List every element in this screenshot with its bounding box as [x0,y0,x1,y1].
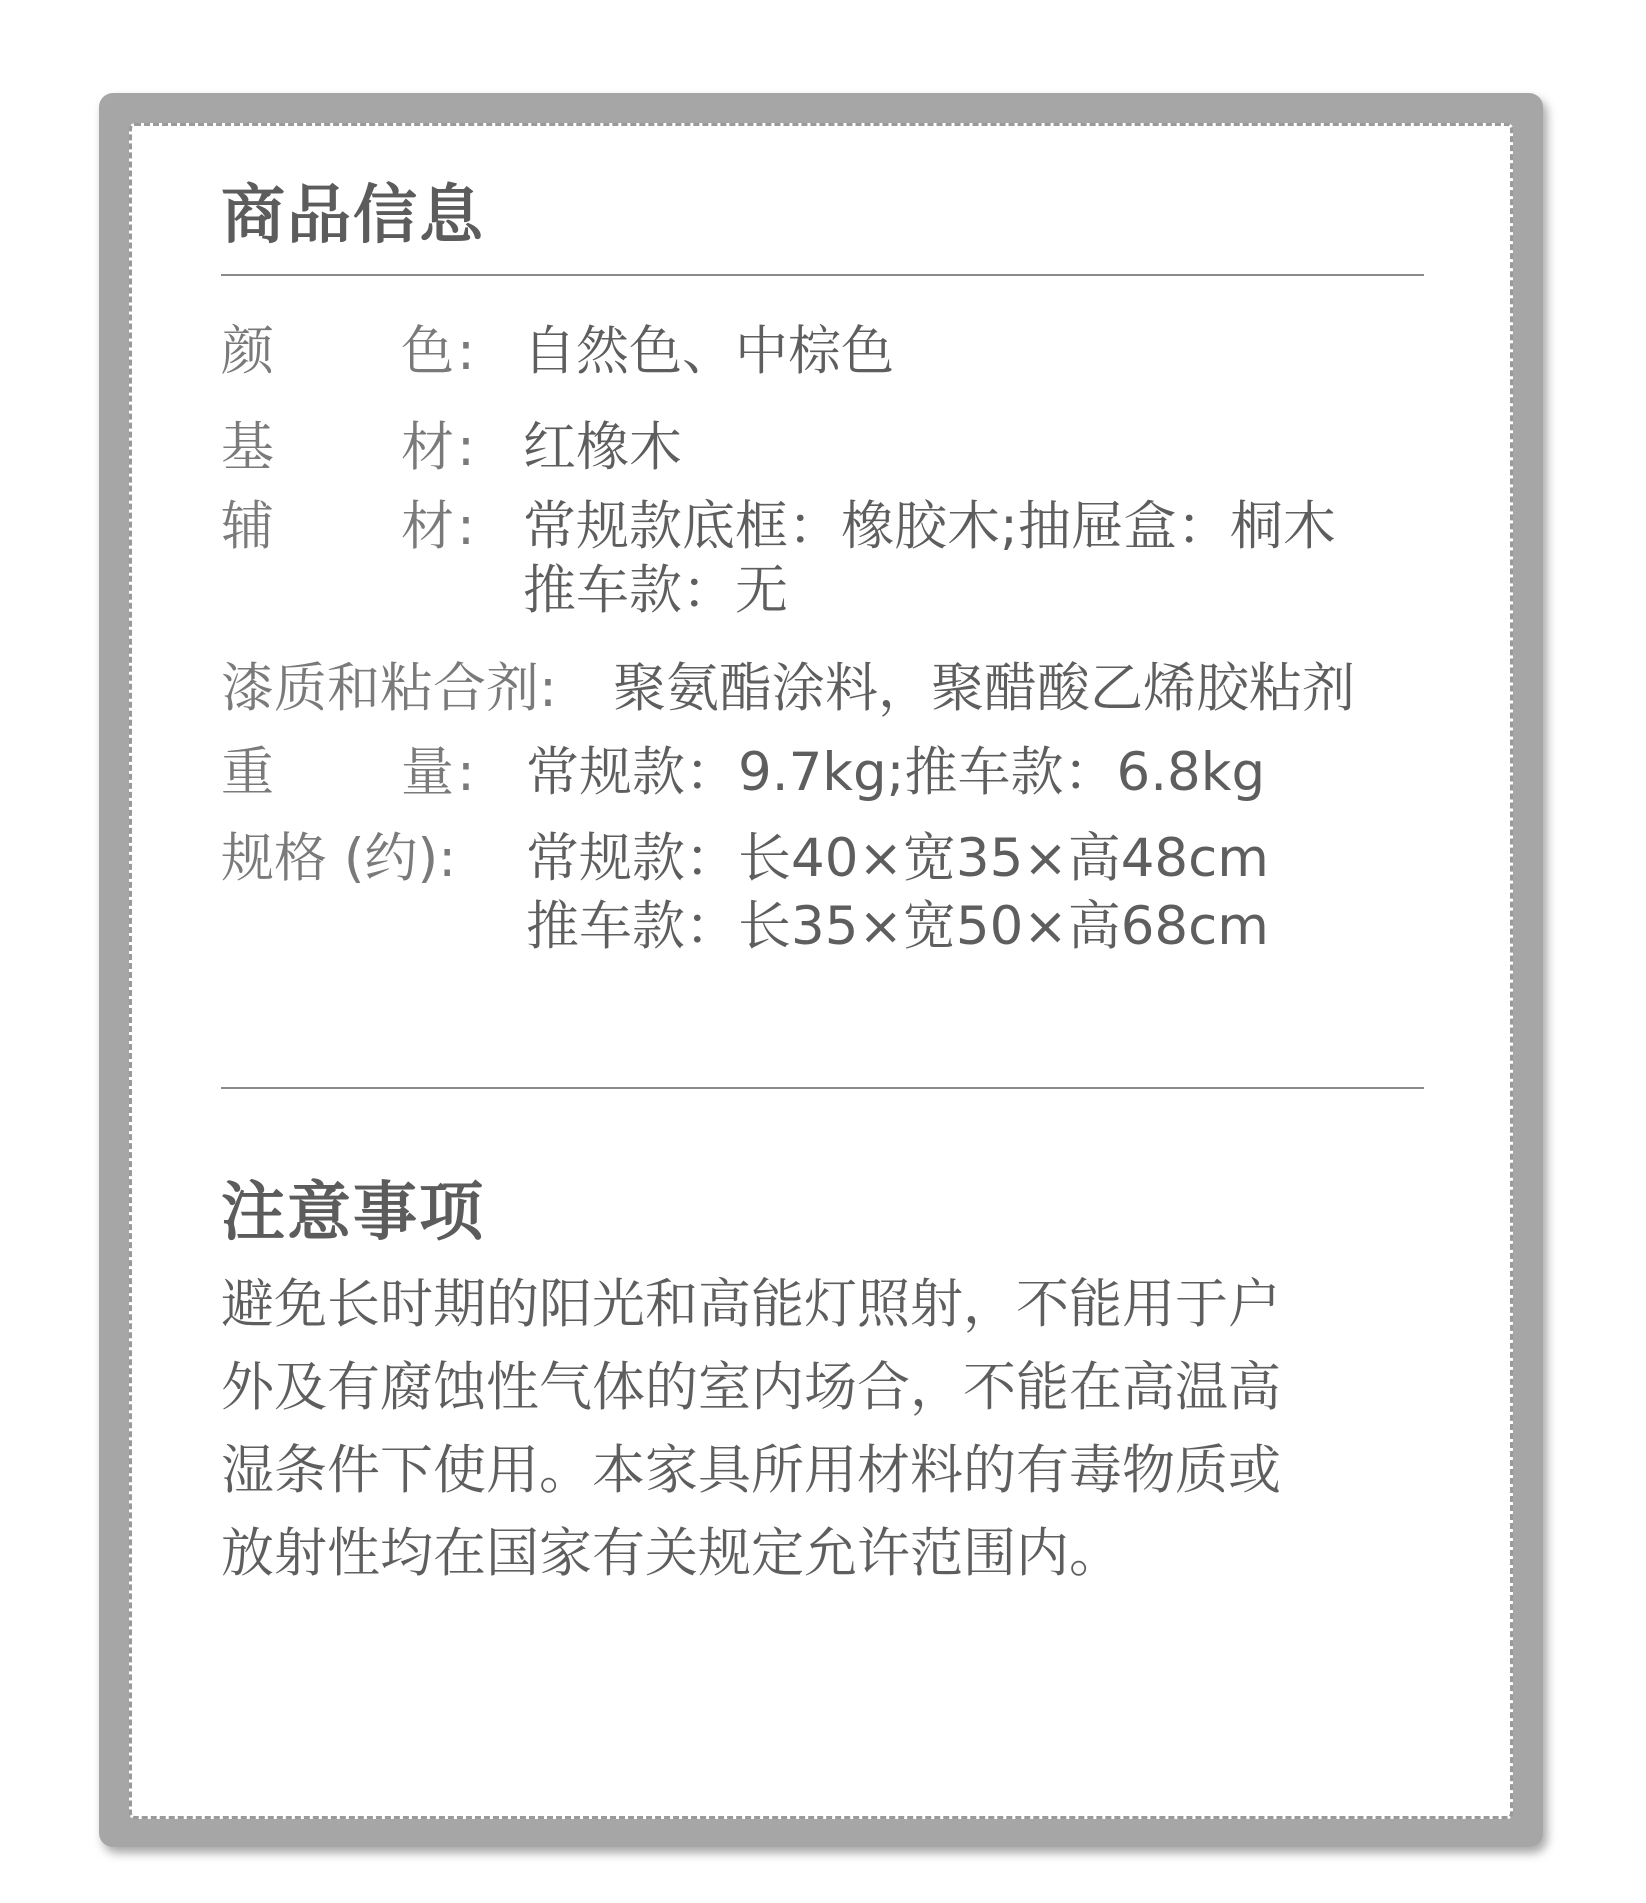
label-paint-adhesive: 漆质和粘合剂: [221,658,557,719]
value-aux-line1: 常规款底框：橡胶木;抽屉盒：桐木 [523,496,1336,557]
value-color: 自然色、中棕色 [523,321,894,382]
label-color-colon: : [457,321,475,382]
label-weight-colon: : [457,742,475,803]
card-content [221,179,1421,1595]
label-base-colon: : [457,417,475,478]
note-line: 外及有腐蚀性气体的室内场合，不能在高温高 [221,1357,1281,1418]
row-base-material [221,418,1421,480]
row-paint-adhesive [221,659,1421,721]
value-base-material: 红橡木 [523,417,682,478]
value-spec-line1: 常规款：长40×宽35×高48cm [526,828,1269,889]
label-weight-char1: 重 [221,742,274,803]
value-paint-adhesive: 聚氨酯涂料，聚醋酸乙烯胶粘剂 [613,658,1355,719]
row-color [221,322,1421,384]
label-aux-char2: 材 [401,496,454,557]
label-spec: 规格 (约): [221,828,457,889]
label-base-char2: 材 [401,417,454,478]
row-weight [221,743,1421,805]
label-base-char1: 基 [221,417,274,478]
divider-bottom [221,1087,1424,1089]
divider-top [221,274,1424,276]
info-card [99,93,1543,1847]
note-line: 湿条件下使用。本家具所用材料的有毒物质或 [221,1440,1281,1501]
label-color-char1: 颜 [221,321,274,382]
label-color-char2: 色 [401,321,454,382]
label-aux-colon: : [457,496,475,557]
note-line: 放射性均在国家有关规定允许范围内。 [221,1523,1122,1584]
value-spec-line2: 推车款：长35×宽50×高68cm [526,896,1269,957]
product-info-title: 商品信息 [221,179,485,253]
label-weight-char2: 量 [401,742,454,803]
label-aux-char1: 辅 [221,496,274,557]
note-line: 避免长时期的阳光和高能灯照射，不能用于户 [221,1274,1281,1335]
notes-title: 注意事项 [221,1176,485,1250]
notes-body [221,1263,1421,1595]
value-weight: 常规款：9.7kg;推车款：6.8kg [526,742,1266,803]
row-spec [221,829,1421,959]
row-aux-material [221,497,1421,623]
value-aux-line2: 推车款：无 [523,560,788,621]
info-card-inner [129,123,1513,1819]
